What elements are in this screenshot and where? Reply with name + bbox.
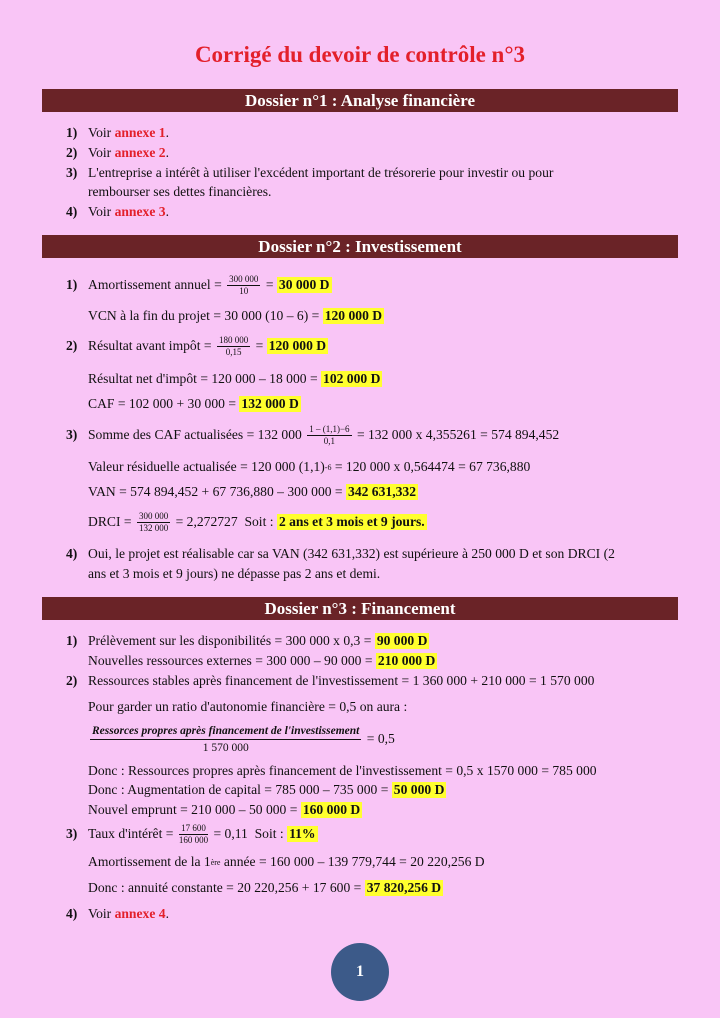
answer-line xyxy=(66,904,700,924)
answer-text xyxy=(88,699,407,715)
answer-line xyxy=(66,512,700,532)
answer-line xyxy=(66,394,700,414)
answer-line xyxy=(66,852,700,872)
text-segment: VCN à la fin du projet = 30 000 (10 – 6) = xyxy=(88,308,323,323)
page-title: Corrigé du devoir de contrôle n°3 xyxy=(194,42,526,67)
text-segment: . xyxy=(165,125,169,140)
answer-text xyxy=(88,184,271,200)
answer-text xyxy=(88,145,169,161)
text-segment: Taux d'intérêt = xyxy=(88,826,177,841)
answer-text xyxy=(88,802,362,818)
answer-text xyxy=(88,396,301,412)
fraction-numerator: 300 000 xyxy=(138,510,169,521)
answer-line xyxy=(66,425,700,445)
text-segment: Résultat avant impôt = xyxy=(88,338,215,353)
text-segment: Somme des CAF actualisées = 132 000 xyxy=(88,427,306,442)
answer-line xyxy=(66,631,700,651)
text-segment: Donc : Ressources propres après financement de l'investissement = 0,5 x 1570 000 = 785 000 xyxy=(88,763,597,778)
highlighted-result: 90 000 D xyxy=(376,633,428,648)
answer-line xyxy=(66,724,700,754)
answer-text xyxy=(88,459,530,475)
highlighted-result: 37 820,256 D xyxy=(366,880,442,895)
section-heading: Dossier n°2 : Investissement xyxy=(42,235,678,258)
answer-line xyxy=(66,123,700,143)
text-segment: . xyxy=(165,204,169,219)
highlighted-result: 50 000 D xyxy=(393,782,445,797)
text-segment: . xyxy=(165,906,169,921)
exponent: -6 xyxy=(324,462,332,472)
question-number: 3) xyxy=(66,427,78,442)
fraction-numerator: 180 000 xyxy=(218,334,249,345)
text-segment: = 132 000 x 4,355261 = 574 894,452 xyxy=(353,427,560,442)
answer-text xyxy=(88,484,418,500)
text-segment: VAN = 574 894,452 + 67 736,880 – 300 000 = xyxy=(88,484,347,499)
text-segment: Prélèvement sur les disponibilités = 300 000 x 0,3 = xyxy=(88,633,375,648)
answer-text xyxy=(88,424,559,447)
section-heading: Dossier n°3 : Financement xyxy=(42,597,678,620)
fraction xyxy=(90,723,361,756)
text-segment: Résultat net d'impôt = 120 000 – 18 000 = xyxy=(88,371,322,386)
answer-text xyxy=(88,723,395,756)
question-number: 2) xyxy=(66,338,78,353)
question-number: 2) xyxy=(66,145,78,160)
section-heading: Dossier n°1 : Analyse financière xyxy=(42,89,678,112)
answer-text xyxy=(88,673,594,689)
text-segment: Voir xyxy=(88,125,115,140)
annex-reference: annexe 1 xyxy=(114,125,166,140)
text-segment: = 0,11 Soit : xyxy=(210,826,288,841)
annex-reference: annexe 4 xyxy=(114,906,166,921)
text-segment: CAF = 102 000 + 30 000 = xyxy=(88,396,240,411)
answer-text xyxy=(88,511,427,534)
highlighted-result: 160 000 D xyxy=(302,802,361,817)
answer-text xyxy=(88,880,443,896)
answer-line xyxy=(66,878,700,898)
answer-line xyxy=(66,369,700,389)
answer-text xyxy=(88,906,169,922)
question-number: 1) xyxy=(66,277,78,292)
text-segment: ans et 3 mois et 9 jours) ne dépasse pas 2 ans et demi. xyxy=(88,566,381,581)
text-segment: Donc : annuité constante = 20 220,256 + 17 600 = xyxy=(88,880,365,895)
question-number: 1) xyxy=(66,633,78,648)
question-number: 1) xyxy=(66,125,78,140)
text-segment: Oui, le projet est réalisable car sa VAN (342 631,332) est supérieure à 250 000 D et son DRCI (2 xyxy=(88,546,615,561)
answer-line xyxy=(66,544,700,564)
text-segment: Ressources stables après financement de l'investissement = 1 360 000 + 210 000 = 1 570 000 xyxy=(88,673,595,688)
answer-line xyxy=(66,671,700,691)
text-segment: = xyxy=(262,277,277,292)
text-segment: = xyxy=(252,338,267,353)
question-number: 4) xyxy=(66,546,78,561)
fraction xyxy=(217,335,250,358)
highlighted-result: 2 ans et 3 mois et 9 jours. xyxy=(278,514,425,529)
answer-line xyxy=(66,761,700,781)
fraction-numerator: 17 600 xyxy=(181,822,206,833)
text-segment: Amortissement annuel = xyxy=(88,277,226,292)
question-number: 4) xyxy=(66,204,78,219)
answer-text xyxy=(88,566,380,582)
fraction-denominator: 1 570 000 xyxy=(202,741,249,754)
answer-line xyxy=(66,336,700,356)
fraction-numerator: 300 000 xyxy=(229,273,259,284)
answer-text xyxy=(88,633,429,649)
answer-text xyxy=(88,308,384,324)
text-segment: Amortissement de la 1 xyxy=(88,854,211,869)
text-segment: = 120 000 x 0,564474 = 67 736,880 xyxy=(331,459,531,474)
fraction xyxy=(307,424,351,447)
exponent: ère xyxy=(210,857,221,867)
text-segment: Pour garder un ratio d'autonomie financière = 0,5 on aura : xyxy=(88,699,408,714)
annex-reference: annexe 2 xyxy=(114,145,166,160)
answer-text xyxy=(88,335,328,358)
answer-text xyxy=(88,204,169,220)
answer-text xyxy=(88,854,485,870)
highlighted-result: 132 000 D xyxy=(241,396,299,411)
fraction-denominator: 0,1 xyxy=(323,435,335,446)
text-segment: Nouvelles ressources externes = 300 000 – 90 000 = xyxy=(88,653,376,668)
highlighted-result: 11% xyxy=(289,826,316,841)
text-segment: Donc : Augmentation de capital = 785 000 – 735 000 = xyxy=(88,782,392,797)
text-segment: L'entreprise a intérêt à utiliser l'excédent important de trésorerie pour investir ou pour xyxy=(88,165,554,180)
question-number: 3) xyxy=(66,165,78,180)
answer-line xyxy=(66,275,700,295)
fraction xyxy=(179,823,208,846)
text-segment: . xyxy=(165,145,169,160)
answer-line xyxy=(66,306,700,326)
fraction-numerator: Ressorces propres après financement de l'investissement xyxy=(90,723,361,740)
answer-line xyxy=(66,482,700,502)
answer-line xyxy=(66,457,700,477)
highlighted-result: 30 000 D xyxy=(278,277,330,292)
fraction xyxy=(137,511,170,534)
text-segment: rembourser ses dettes financières. xyxy=(88,184,272,199)
answer-line xyxy=(66,651,700,671)
text-segment: année = 160 000 – 139 779,744 = 20 220,256 D xyxy=(220,854,485,869)
highlighted-result: 120 000 D xyxy=(268,338,327,353)
text-segment: = 2,272727 Soit : xyxy=(172,514,277,529)
text-segment: Nouvel emprunt = 210 000 – 50 000 = xyxy=(88,802,301,817)
answer-line xyxy=(66,824,700,844)
page-number-badge: 1 xyxy=(331,943,389,1001)
answer-text xyxy=(88,653,437,669)
answer-text xyxy=(88,782,446,798)
answer-text xyxy=(88,823,318,846)
answer-text xyxy=(88,546,615,562)
question-number: 2) xyxy=(66,673,78,688)
answer-text xyxy=(88,125,169,141)
fraction-denominator: 0,15 xyxy=(225,346,242,357)
answer-text xyxy=(88,371,382,387)
text-segment: Valeur résiduelle actualisée = 120 000 (1,1) xyxy=(88,459,325,474)
answer-line xyxy=(66,564,700,584)
text-segment: DRCI = xyxy=(88,514,135,529)
answer-line xyxy=(66,143,700,163)
fraction xyxy=(227,274,260,297)
fraction-denominator: 160 000 xyxy=(178,834,209,845)
highlighted-result: 102 000 D xyxy=(323,371,381,386)
answer-line xyxy=(66,163,700,183)
answer-text xyxy=(88,165,553,181)
answer-line xyxy=(66,182,700,202)
text-segment: = 0,5 xyxy=(363,731,395,746)
highlighted-result: 210 000 D xyxy=(377,653,436,668)
text-segment: Voir xyxy=(88,145,115,160)
answer-line xyxy=(66,780,700,800)
answer-line xyxy=(66,697,700,717)
answer-text xyxy=(88,763,597,779)
question-number: 3) xyxy=(66,826,78,841)
answer-line xyxy=(66,202,700,222)
text-segment: Voir xyxy=(88,204,115,219)
highlighted-result: 342 631,332 xyxy=(348,484,416,499)
fraction-denominator: 10 xyxy=(239,285,249,296)
annex-reference: annexe 3 xyxy=(114,204,166,219)
fraction-numerator: 1 – (1,1)−6 xyxy=(309,423,350,434)
highlighted-result: 120 000 D xyxy=(324,308,383,323)
text-segment: Voir xyxy=(88,906,115,921)
answer-text xyxy=(88,274,332,297)
answer-line xyxy=(66,800,700,820)
fraction-denominator: 132 000 xyxy=(138,522,169,533)
question-number: 4) xyxy=(66,906,78,921)
